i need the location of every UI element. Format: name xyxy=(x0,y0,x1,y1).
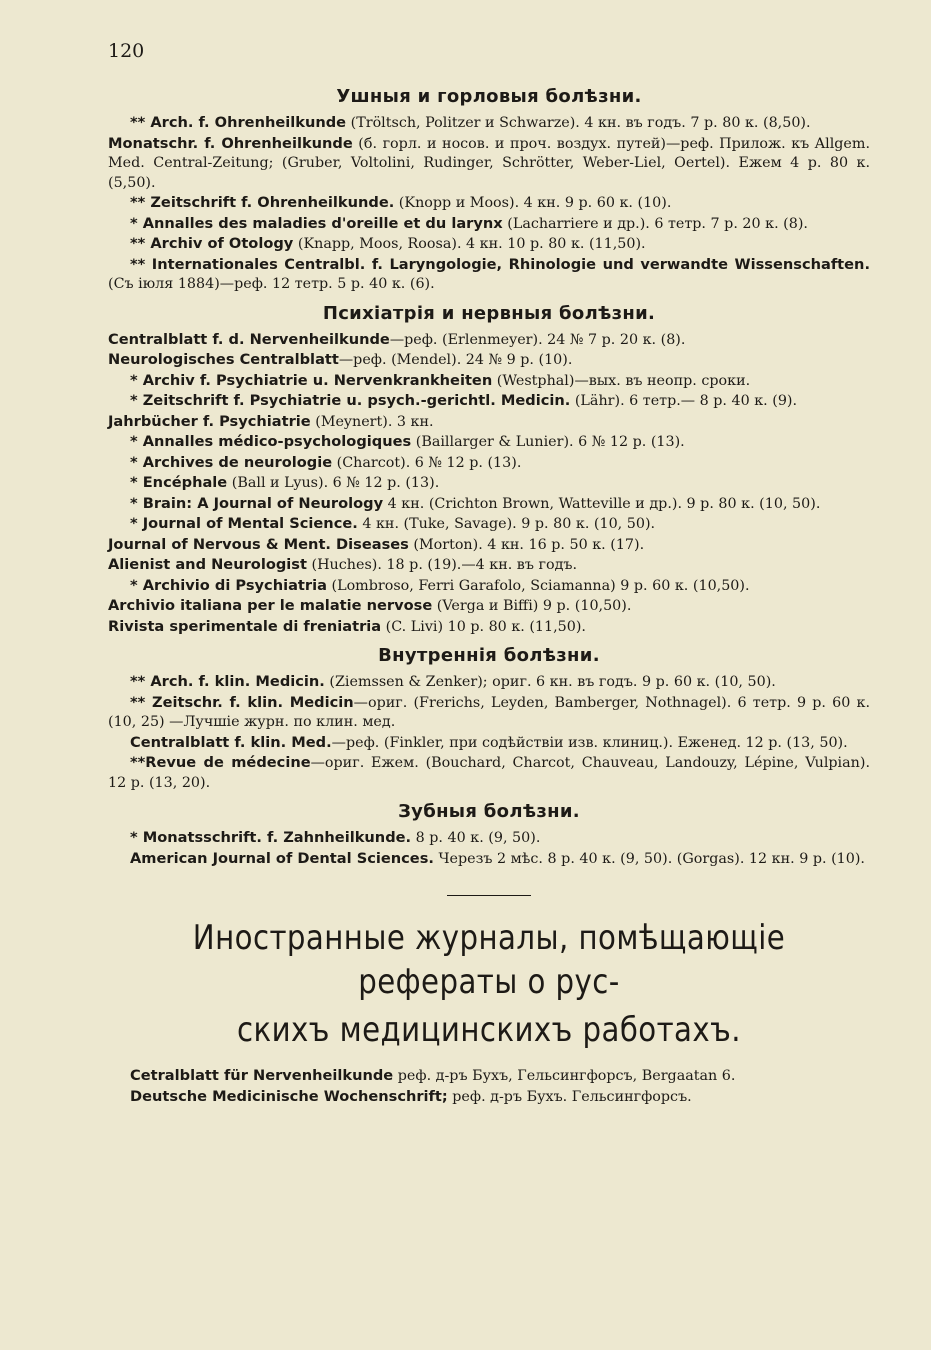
entry-text: —ориг. Ежем. (Bouchard, Charcot, Chauveau, Landouzy, Lépine, Vulpian). 12 р. (13, 20). xyxy=(108,755,870,791)
big-title-line-1: Иностранные журналы, помѣщающіе рефераты о рус- xyxy=(192,918,786,1002)
section-heading-internal: Внутреннія болѣзни. xyxy=(378,645,600,666)
entry xyxy=(108,1066,870,1087)
section-heading-psychiatry: Психіатрія и нервныя болѣзни. xyxy=(322,302,656,324)
entry-title: * Annalles médico-psychologiques xyxy=(130,433,412,450)
entry xyxy=(108,134,870,194)
entry-text: 8 р. 40 к. (9, 50). xyxy=(411,830,541,846)
entry-title: Monatschr. f. Ohrenheilkunde xyxy=(108,134,353,152)
entry-title: Rivista sperimentale di freniatria xyxy=(108,617,382,635)
entry-title: * Zeitschrift f. Psychiatrie u. psych.-gerichtl. Medicin. xyxy=(130,392,571,409)
entry-title: ** Zeitschrift f. Ohrenheilkunde. xyxy=(130,194,395,211)
entry-text: —реф. (Finkler, при содѣйствіи изв. клиниц.). Еженед. 12 р. (13, 50). xyxy=(331,734,848,751)
entry-text: Черезъ 2 мѣс. 8 р. 40 к. (9, 50). (Gorgas). 12 кн. 9 р. (10). xyxy=(433,850,865,867)
entry-text: (Съ іюля 1884)—реф. 12 тетр. 5 р. 40 к. (6). xyxy=(108,276,435,292)
entry xyxy=(108,596,870,617)
entry xyxy=(108,113,870,134)
entry-text: (Knapp, Moos, Roosa). 4 кн. 10 р. 80 к. (11,50). xyxy=(293,236,646,252)
entry xyxy=(108,514,870,535)
entry-text: (Tröltsch, Politzer и Schwarze). 4 кн. въ годъ. 7 р. 80 к. (8,50). xyxy=(346,115,811,131)
entry-title: Centralblatt f. klin. Med. xyxy=(130,733,332,751)
entry-text: —реф. (Mendel). 24 № 9 р. (10). xyxy=(338,352,573,368)
entry xyxy=(108,576,870,597)
section-heading-ear-throat: Ушныя и горловыя болѣзни. xyxy=(336,86,642,107)
entry-title: Neurologisches Centralblatt xyxy=(108,351,339,368)
entry xyxy=(108,391,870,412)
entry-text: (Morton). 4 кн. 16 р. 50 к. (17). xyxy=(408,536,645,553)
entry-title: Deutsche Medicinische Wochenschrift; xyxy=(130,1087,448,1105)
entry xyxy=(108,350,870,371)
entry-title: * Annalles des maladies d'oreille et du larynx xyxy=(130,214,503,232)
entry xyxy=(108,494,870,515)
entry xyxy=(108,617,870,638)
entry-text: (Baillarger & Lunier). 6 № 12 р. (13). xyxy=(411,434,685,450)
entry xyxy=(108,371,870,392)
entry xyxy=(108,255,870,295)
entry xyxy=(108,330,870,351)
entry-title: ** Arch. f. Ohrenheilkunde xyxy=(130,114,347,131)
entry xyxy=(108,849,870,870)
divider-rule xyxy=(447,895,531,896)
section-heading-dental: Зубныя болѣзни. xyxy=(398,801,580,822)
entry-text: —ориг. (Frerichs, Leyden, Bamberger, Nothnagel). 6 тетр. 9 р. 60 к. (10, 25) —Лучшіе журн. по клин. мед. xyxy=(108,694,870,730)
entry-text: —реф. (Erlenmeyer). 24 № 7 р. 20 к. (8). xyxy=(389,331,686,348)
entry-text: реф. д-ръ Бухъ. Гельсингфорсъ. xyxy=(447,1088,692,1105)
page-number: 120 xyxy=(108,40,145,62)
entry-text: (Verga и Biffi) 9 р. (10,50). xyxy=(432,598,632,614)
entry-title: * Monatsschrift. f. Zahnheilkunde. xyxy=(130,829,412,846)
entry xyxy=(108,473,870,494)
entry-title: * Brain: A Journal of Neurology xyxy=(130,494,384,512)
entry-text: (Charcot). 6 № 12 р. (13). xyxy=(332,454,522,471)
entry-text: (C. Livi) 10 р. 80 к. (11,50). xyxy=(381,618,586,635)
entry-text: (Ball и Lyus). 6 № 12 р. (13). xyxy=(227,475,440,491)
entry-title: American Journal of Dental Sciences. xyxy=(130,849,434,867)
entry-text: (Lähr). 6 тетр.— 8 р. 40 к. (9). xyxy=(570,393,798,409)
entry-text: (Westphal)—вых. въ неопр. сроки. xyxy=(492,372,751,389)
entry xyxy=(108,733,870,754)
entry-title: Alienist and Neurologist xyxy=(108,556,307,573)
entry-text: (Lombroso, Ferri Garafolo, Sciamanna) 9 р. 60 к. (10,50). xyxy=(326,577,750,594)
entry-title: * Journal of Mental Science. xyxy=(130,515,358,532)
entry-title: ** Zeitschr. f. klin. Medicin xyxy=(130,693,354,711)
entry xyxy=(108,193,870,214)
entry-title: ** Internationales Centralbl. f. Laryngologie, Rhinologie und verwandte Wissenschaften. xyxy=(130,255,870,273)
entry-title: * Archives de neurologie xyxy=(130,453,333,471)
entry-text: 4 кн. (Tuke, Savage). 9 р. 80 к. (10, 50). xyxy=(357,516,656,532)
big-title-line-2: скихъ медицинскихъ работахъ. xyxy=(237,1010,741,1050)
entry-text: (б. горл. и носов. и проч. воздух. путей)—реф. Прилож. къ Allgem. Med. Central-Zeitung; (Gruber, Voltolini, Rudinger, Schrötter, Weber-Liel, Oertel). Ежем 4 р. 80 к. (5,50). xyxy=(108,135,870,191)
foreign-journals-list xyxy=(108,1066,870,1107)
entry-title: ** Archiv of Otology xyxy=(130,235,294,252)
entry-title: Journal of Nervous & Ment. Diseases xyxy=(108,535,409,553)
entry xyxy=(108,1087,870,1108)
entry-text: (Meynert). 3 кн. xyxy=(310,413,434,430)
entry-title: * Archiv f. Psychiatrie u. Nervenkrankheiten xyxy=(130,371,493,389)
entry-text: (Ziemssen & Zenker); ориг. 6 кн. въ годъ. 9 р. 60 к. (10, 50). xyxy=(324,674,776,690)
entry-text: (Lacharriere и др.). 6 тетр. 7 р. 20 к. (8). xyxy=(502,215,808,232)
entry-title: * Encéphale xyxy=(130,474,228,491)
entry xyxy=(108,693,870,733)
entry-title: Jahrbücher f. Psychiatrie xyxy=(108,412,311,430)
entry xyxy=(108,753,870,793)
page-content xyxy=(108,86,870,1107)
entry-title: Centralblatt f. d. Nervenheilkunde xyxy=(108,330,390,348)
entry xyxy=(108,672,870,693)
entry xyxy=(108,828,870,849)
entry-title: Cetralblatt für Nervenheilkunde xyxy=(130,1067,394,1084)
entry xyxy=(108,555,870,576)
entry-title: ** Arch. f. klin. Medicin. xyxy=(130,673,325,690)
entry-text: реф. д-ръ Бухъ, Гельсингфорсъ, Bergaatan 6. xyxy=(393,1068,736,1084)
entry xyxy=(108,234,870,255)
entry xyxy=(108,432,870,453)
entry-text: (Knopp и Moos). 4 кн. 9 р. 60 к. (10). xyxy=(394,195,672,211)
entry-title: Archivio italiana per le malatie nervose xyxy=(108,597,433,614)
entry-text: (Huches). 18 р. (19).—4 кн. въ годъ. xyxy=(306,557,578,573)
entry-text: 4 кн. (Crichton Brown, Watteville и др.). 9 р. 80 к. (10, 50). xyxy=(383,495,821,512)
entry xyxy=(108,214,870,235)
entry xyxy=(108,412,870,433)
entry-title: **Revue de médecine xyxy=(130,754,311,771)
entry xyxy=(108,453,870,474)
entry xyxy=(108,535,870,556)
entry-title: * Archivio di Psychiatria xyxy=(130,576,327,594)
